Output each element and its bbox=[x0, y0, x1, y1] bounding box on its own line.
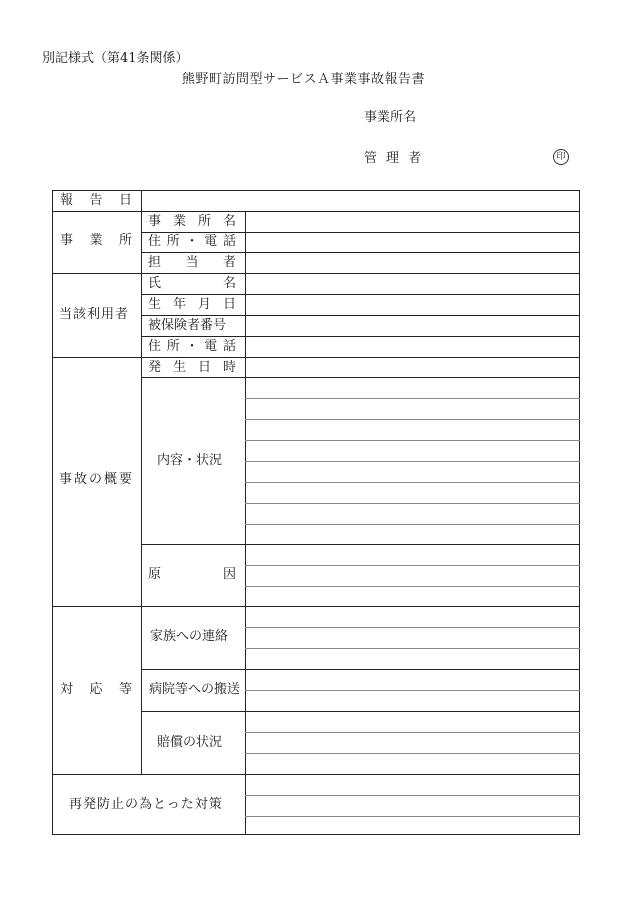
label-char: 住 bbox=[148, 234, 162, 249]
details-label: 内容・状況 bbox=[157, 453, 223, 468]
divider bbox=[245, 753, 580, 754]
divider bbox=[245, 774, 246, 835]
divider bbox=[52, 357, 580, 358]
divider bbox=[245, 503, 580, 504]
label-char: 所 bbox=[197, 214, 211, 229]
label-char: 所 bbox=[166, 234, 180, 249]
label-char: 所 bbox=[166, 339, 180, 354]
response-label bbox=[60, 682, 132, 698]
label-char: 月 bbox=[197, 297, 211, 312]
label-char: 日 bbox=[118, 193, 132, 208]
label-char: 氏 bbox=[148, 276, 162, 291]
divider bbox=[141, 315, 580, 316]
divider bbox=[245, 586, 580, 587]
divider bbox=[245, 398, 580, 399]
label-char: 発 bbox=[148, 360, 162, 375]
accident-label: 事故の概要 bbox=[59, 472, 135, 487]
divider bbox=[245, 648, 580, 649]
divider bbox=[141, 294, 580, 295]
label-char: 業 bbox=[89, 233, 103, 248]
divider bbox=[245, 211, 246, 606]
divider bbox=[245, 419, 580, 420]
divider bbox=[245, 440, 580, 441]
user-insured-number-label: 被保険者番号 bbox=[148, 318, 227, 333]
occurred-datetime-label bbox=[148, 360, 236, 376]
form-note: 別記様式（第41条関係） bbox=[42, 51, 189, 66]
table-border-top bbox=[52, 190, 580, 191]
family-contact-label: 家族への連絡 bbox=[150, 629, 229, 644]
divider bbox=[245, 524, 580, 525]
office-name-label: 事業所名 bbox=[364, 110, 417, 125]
label-char: 電 bbox=[204, 339, 218, 354]
table-border-right bbox=[579, 190, 580, 835]
divider bbox=[141, 252, 580, 253]
business-address-label bbox=[148, 234, 236, 250]
label-char: 話 bbox=[222, 339, 236, 354]
label-char: 報 bbox=[60, 193, 74, 208]
divider bbox=[245, 732, 580, 733]
label-char: 原 bbox=[148, 567, 162, 582]
label-char: 日 bbox=[222, 297, 236, 312]
label-char: 業 bbox=[172, 214, 186, 229]
compensation-label: 賠償の状況 bbox=[157, 735, 223, 750]
divider bbox=[245, 627, 580, 628]
label-char: 生 bbox=[172, 360, 186, 375]
label-char: 当 bbox=[185, 255, 199, 270]
divider bbox=[141, 544, 580, 545]
label-char: 時 bbox=[222, 360, 236, 375]
divider bbox=[52, 606, 580, 607]
label-char: 年 bbox=[172, 297, 186, 312]
label-char: 担 bbox=[148, 255, 162, 270]
label-char: 等 bbox=[118, 682, 132, 697]
divider bbox=[141, 211, 142, 774]
label-char: 対 bbox=[60, 682, 74, 697]
divider bbox=[141, 190, 142, 211]
divider bbox=[245, 482, 580, 483]
cause-label bbox=[148, 567, 236, 583]
label-char: 応 bbox=[89, 682, 103, 697]
divider bbox=[52, 211, 580, 212]
label-char: 所 bbox=[118, 233, 132, 248]
user-address-label bbox=[148, 339, 236, 355]
divider bbox=[245, 795, 580, 796]
table-border-left bbox=[52, 190, 53, 835]
form-title: 熊野町訪問型サービスＡ事業事故報告書 bbox=[182, 72, 426, 87]
label-char: 者 bbox=[222, 255, 236, 270]
divider bbox=[245, 690, 580, 691]
divider bbox=[141, 377, 580, 378]
divider bbox=[245, 461, 580, 462]
label-char: ・ bbox=[185, 234, 199, 249]
label-char: 因 bbox=[222, 567, 236, 582]
label-char: 事 bbox=[148, 214, 162, 229]
business-person-label bbox=[148, 255, 236, 271]
report-date-label bbox=[60, 193, 132, 209]
label-char: 日 bbox=[197, 360, 211, 375]
label-char: 告 bbox=[89, 193, 103, 208]
user-birthdate-label bbox=[148, 297, 236, 313]
label-char: 住 bbox=[148, 339, 162, 354]
divider bbox=[141, 232, 580, 233]
divider bbox=[245, 565, 580, 566]
business-label bbox=[60, 233, 132, 249]
report-table bbox=[52, 190, 580, 835]
prevention-label: 再発防止の為とった対策 bbox=[69, 797, 223, 812]
label-char: 名 bbox=[222, 214, 236, 229]
user-name-label bbox=[148, 276, 236, 292]
divider bbox=[141, 669, 580, 670]
hospital-transport-label: 病院等への搬送 bbox=[149, 682, 241, 697]
divider bbox=[141, 336, 580, 337]
divider bbox=[141, 711, 580, 712]
divider bbox=[52, 774, 580, 775]
label-char: 名 bbox=[222, 276, 236, 291]
label-char: 電 bbox=[204, 234, 218, 249]
user-label: 当該利用者 bbox=[59, 307, 130, 322]
label-char: 話 bbox=[222, 234, 236, 249]
label-char: 生 bbox=[148, 297, 162, 312]
table-border-bottom bbox=[52, 834, 580, 835]
divider bbox=[52, 273, 580, 274]
divider bbox=[245, 816, 580, 817]
label-char: 事 bbox=[60, 233, 74, 248]
label-char: ・ bbox=[185, 339, 199, 354]
seal-mark: 印 bbox=[553, 149, 569, 165]
manager-label: 管理者 bbox=[364, 151, 431, 166]
business-name-label bbox=[148, 214, 236, 230]
